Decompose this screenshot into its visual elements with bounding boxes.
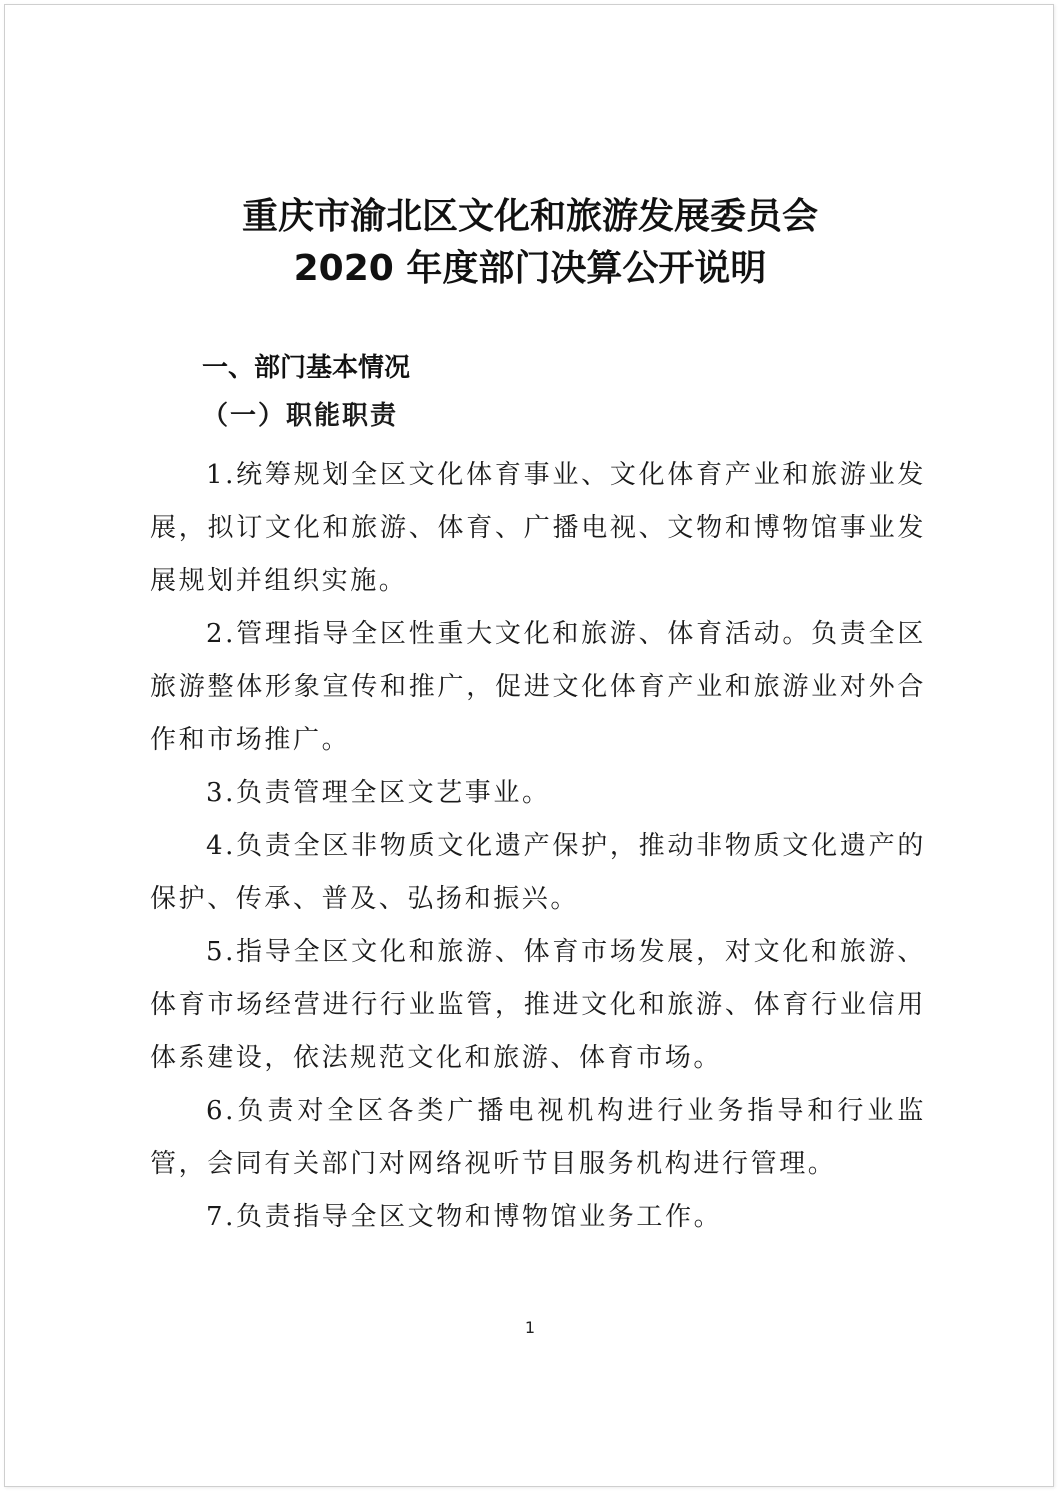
document-body bbox=[150, 449, 926, 1244]
paragraph-3: 3.负责管理全区文艺事业。 bbox=[206, 778, 551, 808]
page-number: 1 bbox=[524, 1318, 536, 1337]
paragraph-5: 5.指导全区文化和旅游、体育市场发展，对文化和旅游、体育市场经营进行行业监管，推进文化和旅游、体育行业信用体系建设，依法规范文化和旅游、体育市场。 bbox=[150, 937, 926, 1073]
subsection-heading: （一）职能职责 bbox=[202, 401, 399, 431]
paragraph-6: 6.负责对全区各类广播电视机构进行业务指导和行业监管，会同有关部门对网络视听节目服务机构进行管理。 bbox=[150, 1096, 926, 1179]
paragraph-2: 2.管理指导全区性重大文化和旅游、体育活动。负责全区旅游整体形象宣传和推广，促进文化体育产业和旅游业对外合作和市场推广。 bbox=[150, 619, 926, 755]
document-title-line-2: 2020 年度部门决算公开说明 bbox=[293, 248, 767, 289]
document-title-line-1: 重庆市渝北区文化和旅游发展委员会 bbox=[241, 196, 818, 237]
paragraph-1: 1.统筹规划全区文化体育事业、文化体育产业和旅游业发展，拟订文化和旅游、体育、广播电视、文物和博物馆事业发展规划并组织实施。 bbox=[150, 460, 926, 596]
section-heading: 一、部门基本情况 bbox=[202, 353, 411, 383]
paragraph-4: 4.负责全区非物质文化遗产保护，推动非物质文化遗产的保护、传承、普及、弘扬和振兴。 bbox=[150, 831, 926, 914]
paragraph-7: 7.负责指导全区文物和博物馆业务工作。 bbox=[206, 1202, 723, 1232]
